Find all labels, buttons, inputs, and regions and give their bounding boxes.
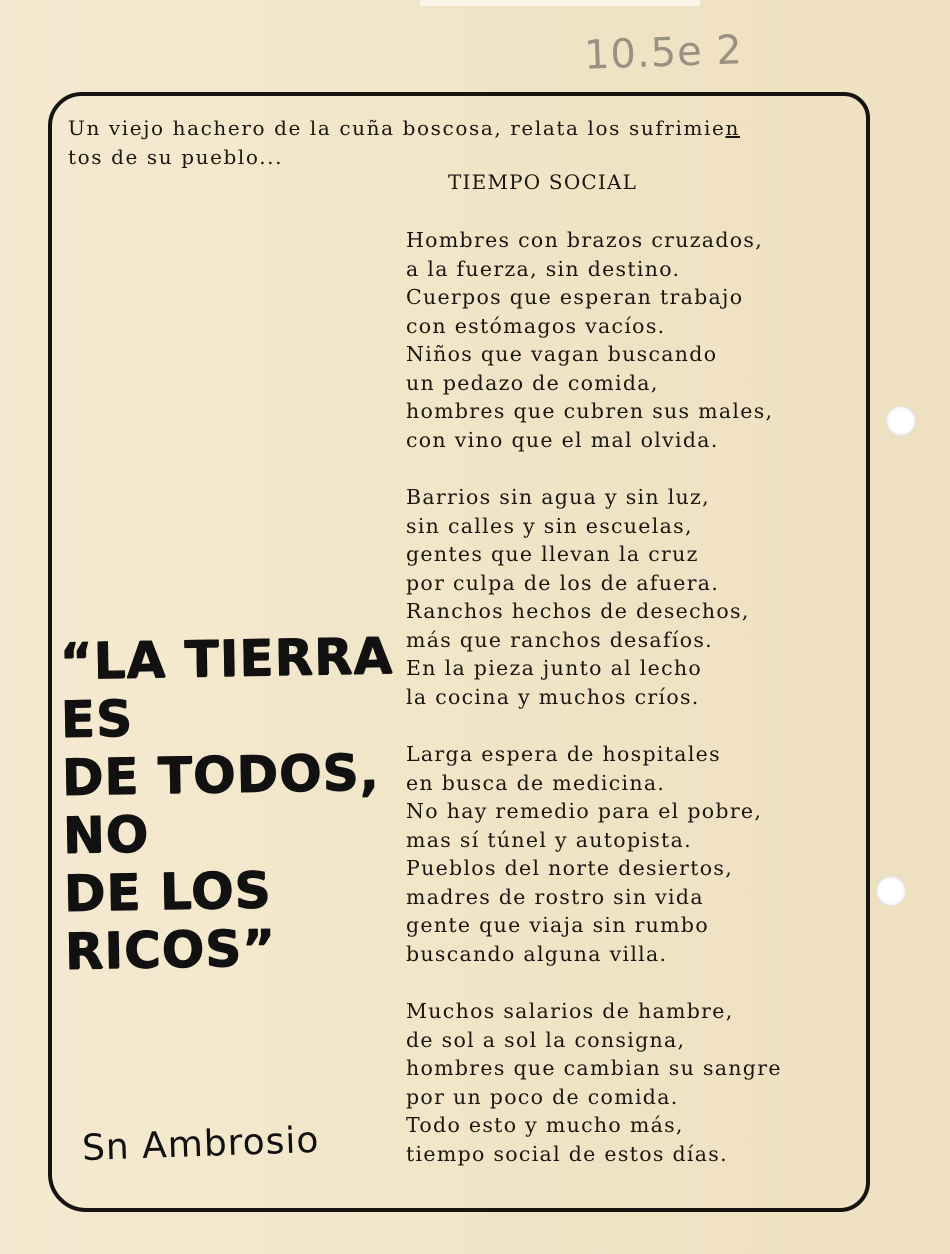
poem-line: sin calles y sin escuelas, xyxy=(406,513,693,538)
poem-line: la cocina y muchos críos. xyxy=(406,684,700,709)
poem-stanza xyxy=(406,226,846,454)
poem-line: por un poco de comida. xyxy=(406,1084,679,1109)
poem-line: En la pieza junto al lecho xyxy=(406,656,702,680)
poem-line: madres de rostro sin vida xyxy=(406,884,704,909)
poem-line: gente que viaja sin rumbo xyxy=(406,913,709,937)
poem-line: Larga espera de hospitales xyxy=(406,742,721,766)
poem-title: TIEMPO SOCIAL xyxy=(448,170,638,194)
poem-body xyxy=(406,226,846,1197)
poem-line: Pueblos del norte desiertos, xyxy=(406,856,734,880)
poem-line: buscando alguna villa. xyxy=(406,941,668,966)
punch-hole xyxy=(886,406,916,436)
archive-mark: 10.5e 2 xyxy=(583,27,744,79)
paper-edge-strip xyxy=(420,0,700,6)
poem-line: en busca de medicina. xyxy=(406,770,666,795)
poem-line: por culpa de los de afuera. xyxy=(406,570,720,595)
handwritten-slogan xyxy=(58,626,394,981)
slogan-line: “LA TIERRA xyxy=(58,626,394,691)
poem-stanza xyxy=(406,483,846,711)
poem-line: más que ranchos desafíos. xyxy=(406,627,713,652)
poem-line: Ranchos hechos de desechos, xyxy=(406,599,750,623)
poem-line: Cuerpos que esperan trabajo xyxy=(406,285,744,309)
intro-text xyxy=(68,114,858,172)
poem-line: con vino que el mal olvida. xyxy=(406,427,719,452)
poem-stanza xyxy=(406,997,846,1168)
poem-stanza xyxy=(406,740,846,968)
slogan-line: ES xyxy=(59,689,134,749)
poem-line: Todo esto y mucho más, xyxy=(406,1113,684,1137)
poem-line: No hay remedio para el pobre, xyxy=(406,799,763,823)
poem-line: Barrios sin agua y sin luz, xyxy=(406,485,710,509)
poem-line: Muchos salarios de hambre, xyxy=(406,999,734,1023)
poem-line: mas sí túnel y autopista. xyxy=(406,827,692,852)
slogan-line: DE TODOS, xyxy=(61,743,380,807)
slogan-line: RICOS” xyxy=(64,918,277,981)
signature: Sn Ambrosio xyxy=(81,1119,321,1170)
slogan-line: DE LOS xyxy=(63,860,272,923)
poem-line: Niños que vagan buscando xyxy=(406,342,718,366)
poem-line: un pedazo de comida, xyxy=(406,370,659,395)
intro-line-1: Un viejo hachero de la cuña boscosa, relata los sufrimie xyxy=(68,116,726,140)
poem-line: a la fuerza, sin destino. xyxy=(406,256,681,281)
poem-line: tiempo social de estos días. xyxy=(406,1141,728,1166)
punch-hole xyxy=(876,876,906,906)
poem-line: con estómagos vacíos. xyxy=(406,313,666,338)
poem-line: Hombres con brazos cruzados, xyxy=(406,228,764,252)
slogan-line: NO xyxy=(62,805,150,865)
poem-line: hombres que cubren sus males, xyxy=(406,399,774,423)
intro-underlined-letter: n xyxy=(725,116,740,140)
poem-line: de sol a sol la consigna, xyxy=(406,1027,686,1052)
poem-line: hombres que cambian su sangre xyxy=(406,1056,782,1080)
poem-line: gentes que llevan la cruz xyxy=(406,542,699,566)
intro-line-2: tos de su pueblo... xyxy=(68,145,284,169)
